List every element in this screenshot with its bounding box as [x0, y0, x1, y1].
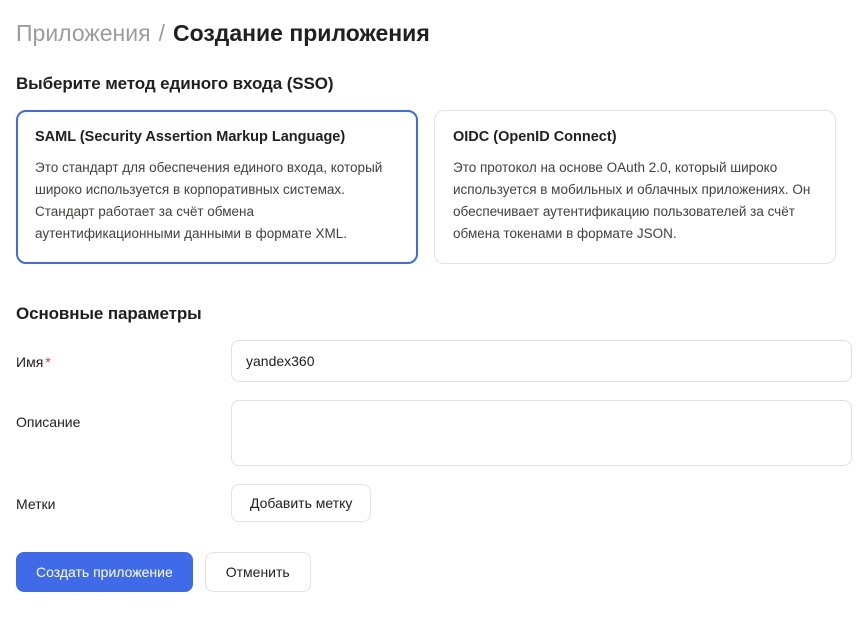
description-field-label: Описание [16, 414, 81, 430]
cancel-button[interactable]: Отменить [205, 552, 311, 592]
description-input[interactable] [231, 400, 852, 466]
form-row-labels [16, 484, 852, 522]
name-field-label [16, 340, 231, 372]
form-actions [16, 552, 852, 592]
add-label-button[interactable]: Добавить метку [231, 484, 371, 522]
create-application-button[interactable]: Создать приложение [16, 552, 193, 592]
sso-section-title: Выберите метод единого входа (SSO) [16, 74, 334, 93]
sso-method-card-saml[interactable] [16, 110, 418, 264]
sso-method-card-oidc[interactable] [434, 110, 836, 264]
sso-method-title: OIDC (OpenID Connect) [453, 129, 617, 145]
labels-field-label: Метки [16, 496, 56, 512]
main-parameters-title: Основные параметры [16, 304, 202, 323]
sso-method-title: SAML (Security Assertion Markup Language) [35, 129, 346, 145]
name-label-text: Имя [16, 354, 44, 370]
breadcrumb-link-applications[interactable]: Приложения [16, 20, 151, 46]
breadcrumb [16, 18, 852, 48]
page-title: Создание приложения [172, 20, 430, 46]
application-form [16, 340, 852, 522]
name-input[interactable] [231, 340, 852, 382]
breadcrumb-separator: / [158, 20, 165, 46]
sso-method-description: Это протокол на основе OAuth 2.0, который широко используется в мобильных и облачных приложениях. Он обеспечивает аутентификацию пользователей за счёт обмена токенами в формате JSON. [453, 160, 811, 241]
sso-method-description: Это стандарт для обеспечения единого входа, который широко используется в корпоративных системах. Стандарт работает за счёт обмена аутентификационными данными в формате XML. [35, 160, 383, 241]
required-marker: * [45, 354, 51, 370]
form-row-name [16, 340, 852, 382]
sso-method-list [16, 110, 852, 264]
form-row-description [16, 400, 852, 466]
